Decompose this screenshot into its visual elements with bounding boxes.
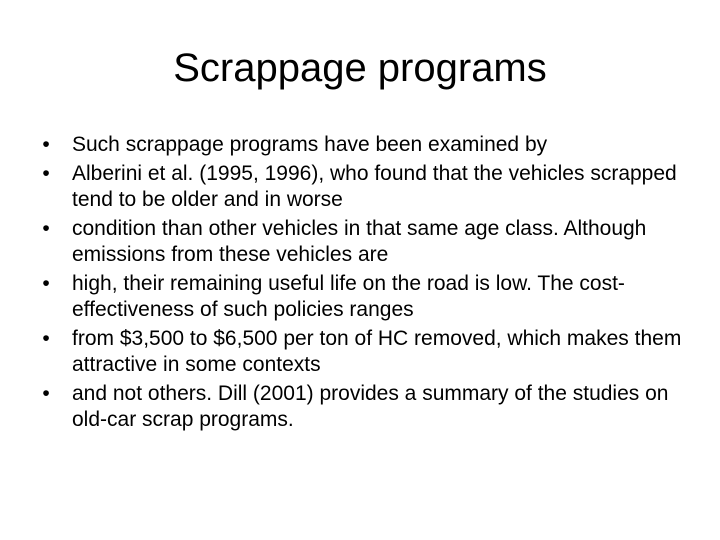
list-item <box>36 326 696 378</box>
bullet-icon: • <box>42 133 50 156</box>
bullet-text: and not others. Dill (2001) provides a summary of the studies on old-car scrap programs. <box>72 382 669 431</box>
bullet-icon: • <box>42 217 50 240</box>
list-item <box>36 216 696 268</box>
list-item <box>36 381 696 433</box>
bullet-icon: • <box>42 327 50 350</box>
list-item <box>36 132 696 158</box>
list-item <box>36 271 696 323</box>
bullet-icon: • <box>42 272 50 295</box>
bullet-list <box>36 132 696 436</box>
bullet-text: condition than other vehicles in that same age class. Although emissions from these vehicles are <box>72 217 647 266</box>
bullet-text: high, their remaining useful life on the road is low. The cost-effectiveness of such policies ranges <box>72 272 625 321</box>
bullet-icon: • <box>42 382 50 405</box>
list-item <box>36 161 696 213</box>
bullet-icon: • <box>42 162 50 185</box>
bullet-text: Such scrappage programs have been examined by <box>72 133 548 156</box>
bullet-text: from $3,500 to $6,500 per ton of HC removed, which makes them attractive in some contexts <box>72 327 682 376</box>
slide-title: Scrappage programs <box>173 46 547 90</box>
bullet-text: Alberini et al. (1995, 1996), who found that the vehicles scrapped tend to be older and in worse <box>72 162 677 211</box>
